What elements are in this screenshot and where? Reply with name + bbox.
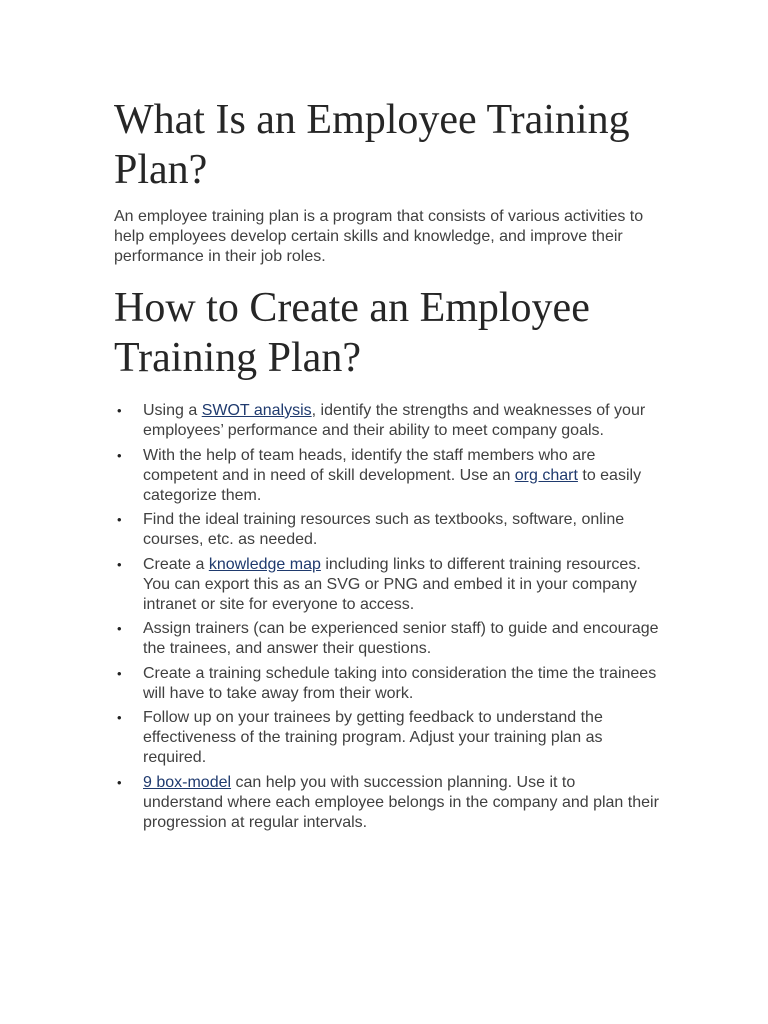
list-item [114,555,659,615]
bullet-icon: • [117,665,122,681]
swot-analysis-link[interactable]: SWOT analysis [201,402,312,419]
list-item [114,446,659,506]
list-item [114,510,659,550]
list-item [114,619,659,659]
bullet-icon: • [117,621,122,636]
bullet-icon: • [117,774,122,790]
bullet-icon: • [117,512,122,527]
list-item-text: to easily categorize them. [143,466,642,504]
bullet-icon: • [117,447,122,463]
list-item-text: With the help of team heads, identify the staff members who are competent and in need of skill development. Use an [143,446,596,484]
list-item [114,708,659,768]
list-item-text: Assign trainers (can be experienced senior staff) to guide and encourage the trainees, and answer their questions. [143,620,659,657]
org-chart-link[interactable]: org chart [514,466,578,484]
intro-paragraph: An employee training plan is a program that consists of various activities to help employees develop certain skills and knowledge, and improve their performance in their job roles. [114,208,644,265]
list-item [114,401,659,441]
list-item [114,664,659,704]
document-page [114,95,659,837]
list-item [114,773,659,833]
list-item-text: Follow up on your trainees by getting feedback to understand the effectiveness of the training program. Adjust your training plan as required. [143,709,603,766]
list-item-text: Create a training schedule taking into consideration the time the trainees will have to take away from their work. [143,664,657,702]
list-item-text: including links to different training resources. You can export this as an SVG or PNG and embed it in your company intranet or site for everyone to access. [143,555,641,613]
nine-box-model-link[interactable]: 9 box-model [143,773,232,791]
heading-how-to-create: How to Create an Employee Training Plan? [114,285,590,381]
knowledge-map-link[interactable]: knowledge map [208,555,321,573]
bullet-icon: • [117,403,122,418]
list-item-text: Find the ideal training resources such as textbooks, software, online courses, etc. as needed. [143,511,625,548]
steps-list [114,401,659,833]
list-item-text: Create a [143,555,209,573]
list-item-text: can help you with succession planning. Use it to understand where each employee belongs in the company and plan their progression at regular intervals. [143,773,659,831]
bullet-icon: • [117,710,122,725]
list-item-text: , identify the strengths and weaknesses of your employees’ performance and their ability to meet company goals. [143,402,646,439]
list-item-text: Using a [143,402,202,419]
bullet-icon: • [117,556,122,572]
heading-what-is-training-plan: What Is an Employee Training Plan? [114,97,630,193]
